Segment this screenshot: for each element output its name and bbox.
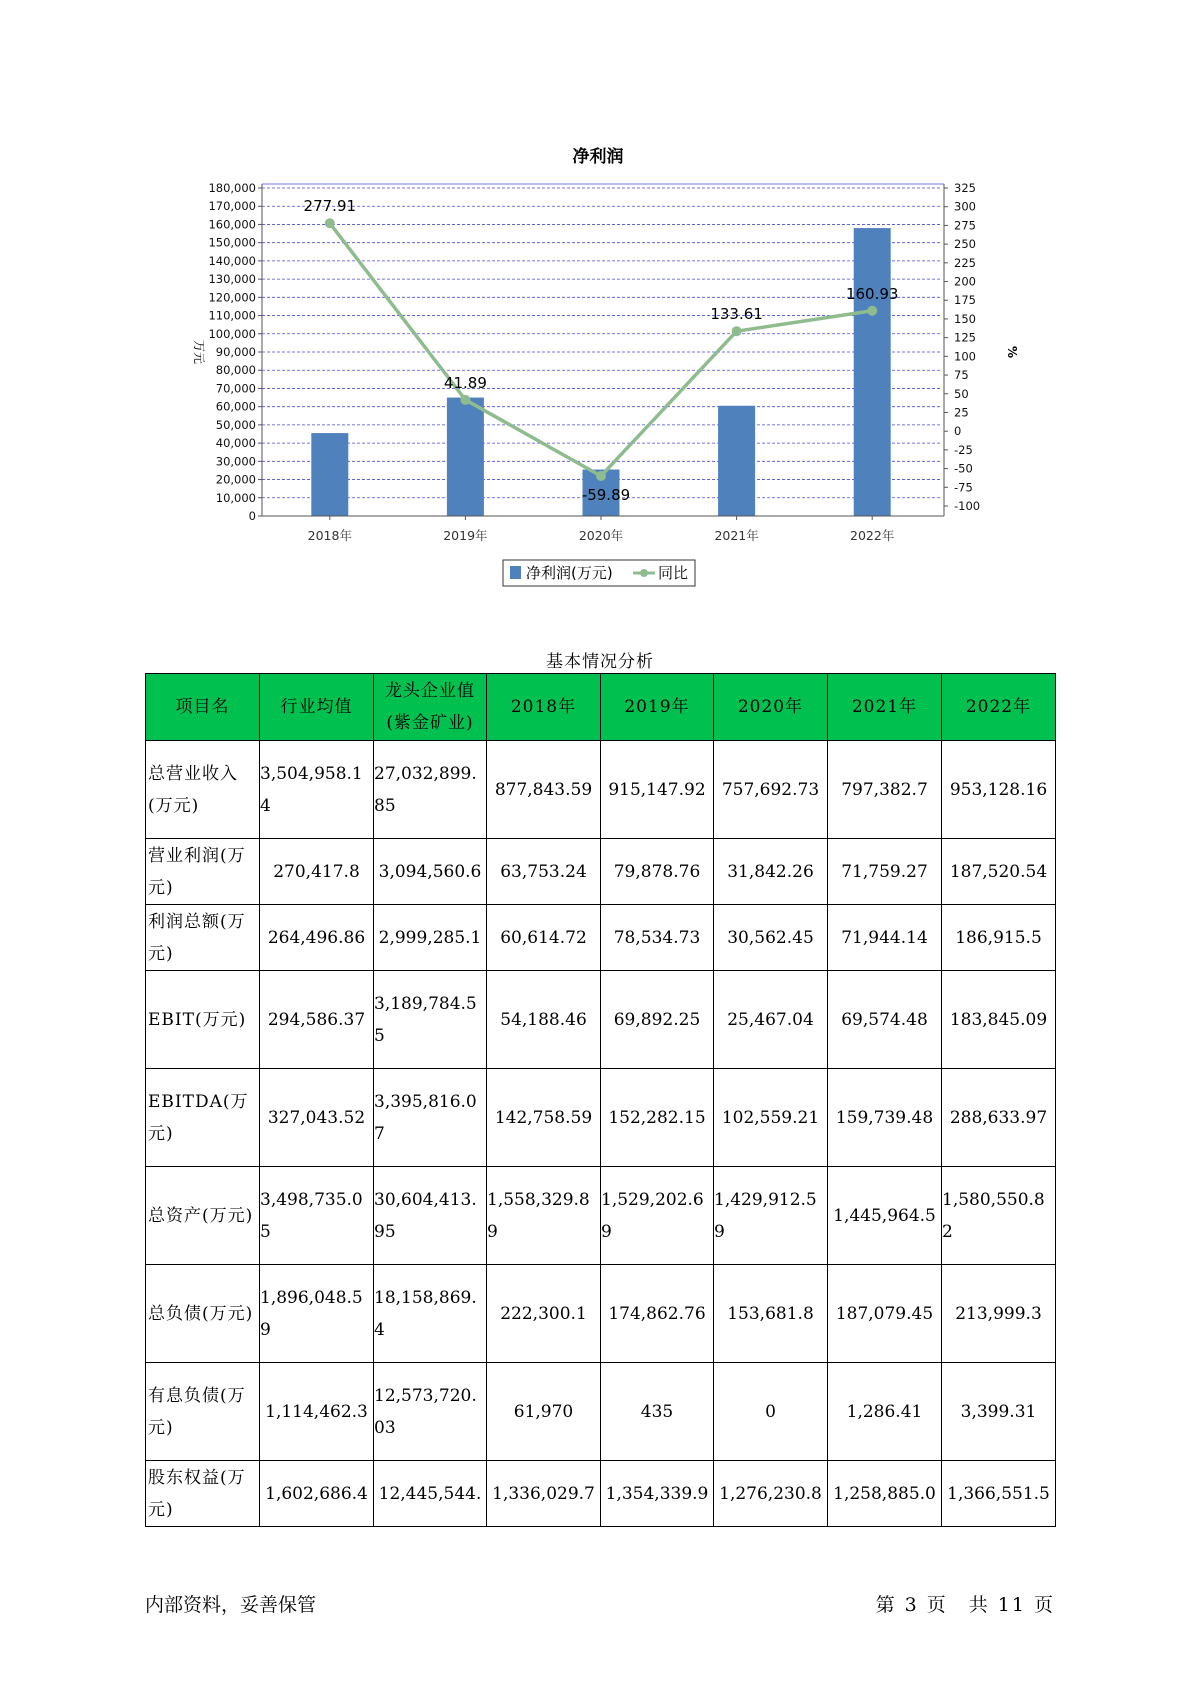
right-tick-label: -75 <box>954 480 973 495</box>
right-tick-label: 300 <box>954 199 976 214</box>
table-cell: 3,094,560.6 <box>374 839 487 905</box>
right-tick-label: 200 <box>954 274 976 289</box>
table-cell: 1,114,462.3 <box>260 1363 374 1461</box>
yoy-data-label: 133.61 <box>710 305 763 324</box>
table-cell: 25,467.04 <box>714 971 828 1069</box>
right-tick-label: 175 <box>954 293 976 308</box>
left-tick-label: 60,000 <box>215 399 256 414</box>
table-cell: 79,878.76 <box>601 839 714 905</box>
table-cell: 30,562.45 <box>714 905 828 971</box>
table-cell: 288,633.97 <box>942 1069 1056 1167</box>
table-cell: 1,445,964.5 <box>828 1167 942 1265</box>
right-tick-label: 50 <box>954 386 969 401</box>
table-cell: 174,862.76 <box>601 1265 714 1363</box>
table-cell: 71,944.14 <box>828 905 942 971</box>
table-cell: 3,498,735.05 <box>260 1167 374 1265</box>
header-cell: 2019年 <box>601 674 714 741</box>
category-label: 2022年 <box>850 528 895 543</box>
table-cell: 327,043.52 <box>260 1069 374 1167</box>
left-tick-label: 120,000 <box>208 290 256 305</box>
table-cell: 3,399.31 <box>942 1363 1056 1461</box>
table-cell: 152,282.15 <box>601 1069 714 1167</box>
table-cell: 3,504,958.14 <box>260 741 374 839</box>
row-label: EBIT(万元) <box>146 971 260 1069</box>
table-row <box>146 1167 1056 1265</box>
legend-line-marker <box>640 569 648 577</box>
left-tick-label: 130,000 <box>208 272 256 287</box>
table-cell: 1,529,202.69 <box>601 1167 714 1265</box>
table-row <box>146 741 1056 839</box>
header-cell: 2020年 <box>714 674 828 741</box>
right-tick-label: 100 <box>954 349 976 364</box>
left-tick-label: 170,000 <box>208 199 256 214</box>
table-cell: 1,354,339.9 <box>601 1461 714 1527</box>
yoy-point <box>325 218 335 228</box>
table-cell: 187,079.45 <box>828 1265 942 1363</box>
table-cell: 30,604,413.95 <box>374 1167 487 1265</box>
header-cell: 项目名 <box>146 674 260 741</box>
right-tick-label: 25 <box>954 405 969 420</box>
yoy-line <box>304 197 899 504</box>
table-header-row <box>146 674 1056 741</box>
table-cell: 264,496.86 <box>260 905 374 971</box>
table-cell: 222,300.1 <box>487 1265 601 1363</box>
header-cell: 行业均值 <box>260 674 374 741</box>
table-cell: 3,189,784.55 <box>374 971 487 1069</box>
left-tick-label: 160,000 <box>208 217 256 232</box>
table-cell: 270,417.8 <box>260 839 374 905</box>
right-tick-label: 75 <box>954 368 969 383</box>
table-cell: 63,753.24 <box>487 839 601 905</box>
left-tick-label: 70,000 <box>215 381 256 396</box>
table-cell: 12,573,720.03 <box>374 1363 487 1461</box>
table-cell: 294,586.37 <box>260 971 374 1069</box>
table-caption: 基本情况分析 <box>546 652 654 672</box>
left-tick-label: 150,000 <box>208 235 256 250</box>
category-label: 2019年 <box>443 528 488 543</box>
table-cell: 71,759.27 <box>828 839 942 905</box>
yoy-data-label: 160.93 <box>845 284 899 303</box>
chart-title: 净利润 <box>572 147 624 167</box>
table-cell: 27,032,899.85 <box>374 741 487 839</box>
legend-bar-label: 净利润(万元) <box>526 564 613 582</box>
left-tick-label: 40,000 <box>215 436 256 451</box>
left-tick-label: 50,000 <box>215 417 256 432</box>
table-cell: 1,558,329.89 <box>487 1167 601 1265</box>
table-cell: 187,520.54 <box>942 839 1056 905</box>
table-cell: 1,258,885.0 <box>828 1461 942 1527</box>
left-tick-label: 10,000 <box>215 490 256 505</box>
table-row <box>146 1363 1056 1461</box>
table-cell: 0 <box>714 1363 828 1461</box>
table-cell: 1,366,551.5 <box>942 1461 1056 1527</box>
bar-2019年 <box>447 398 484 516</box>
table-cell: 757,692.73 <box>714 741 828 839</box>
right-axis-ticks <box>944 181 980 513</box>
left-tick-label: 20,000 <box>215 472 256 487</box>
table-cell: 1,896,048.59 <box>260 1265 374 1363</box>
table-row <box>146 905 1056 971</box>
table-cell: 2,999,285.1 <box>374 905 487 971</box>
table-cell: 186,915.5 <box>942 905 1056 971</box>
table-cell: 1,580,550.82 <box>942 1167 1056 1265</box>
table-cell: 142,758.59 <box>487 1069 601 1167</box>
legend-bar-swatch <box>510 566 521 579</box>
table-cell: 61,970 <box>487 1363 601 1461</box>
yoy-data-label: -59.89 <box>581 485 631 504</box>
table-cell: 54,188.46 <box>487 971 601 1069</box>
right-tick-label: -50 <box>954 461 973 476</box>
yoy-point <box>732 326 742 336</box>
right-tick-label: 250 <box>954 237 976 252</box>
legend-line-label: 同比 <box>658 564 689 582</box>
analysis-table <box>145 673 1056 1527</box>
table-cell: 183,845.09 <box>942 971 1056 1069</box>
right-tick-label: 225 <box>954 255 976 270</box>
table-cell: 915,147.92 <box>601 741 714 839</box>
left-tick-label: 0 <box>248 509 256 523</box>
table-cell: 435 <box>601 1363 714 1461</box>
table-cell: 3,395,816.07 <box>374 1069 487 1167</box>
table-row <box>146 971 1056 1069</box>
row-label: 总资产(万元) <box>146 1167 260 1265</box>
right-tick-label: 125 <box>954 330 976 345</box>
table-cell: 953,128.16 <box>942 741 1056 839</box>
right-tick-label: -25 <box>954 442 973 457</box>
left-tick-label: 110,000 <box>208 308 256 323</box>
y-axis-label-left: 万元 <box>192 339 206 365</box>
yoy-data-label: 41.89 <box>443 373 487 392</box>
table-cell: 213,999.3 <box>942 1265 1056 1363</box>
category-labels <box>308 516 895 543</box>
yoy-point <box>867 306 877 316</box>
left-tick-label: 90,000 <box>215 345 256 359</box>
table-cell: 159,739.48 <box>828 1069 942 1167</box>
header-cell: 2022年 <box>942 674 1056 741</box>
table-cell: 69,574.48 <box>828 971 942 1069</box>
row-label: 总负债(万元) <box>146 1265 260 1363</box>
table-cell: 69,892.25 <box>601 971 714 1069</box>
table-cell: 1,286.41 <box>828 1363 942 1461</box>
chart-gridlines <box>262 188 940 498</box>
left-tick-label: 80,000 <box>215 363 256 378</box>
left-tick-label: 180,000 <box>208 181 256 195</box>
left-tick-label: 30,000 <box>215 454 256 469</box>
footer-page-number: 第 3 页 共 11 页 <box>875 1594 1055 1616</box>
chart-axes <box>262 184 944 516</box>
right-tick-label: 275 <box>954 218 976 233</box>
table-cell: 12,445,544. <box>374 1461 487 1527</box>
right-tick-label: 0 <box>954 424 962 439</box>
table-cell: 1,276,230.8 <box>714 1461 828 1527</box>
row-label: EBITDA(万元) <box>146 1069 260 1167</box>
table-row <box>146 839 1056 905</box>
row-label: 营业利润(万元) <box>146 839 260 905</box>
category-label: 2018年 <box>307 528 352 543</box>
table-cell: 877,843.59 <box>487 741 601 839</box>
yoy-data-label: 277.91 <box>303 197 357 216</box>
table-cell: 797,382.7 <box>828 741 942 839</box>
net-profit-chart <box>0 0 1191 600</box>
table-cell: 31,842.26 <box>714 839 828 905</box>
category-label: 2020年 <box>578 528 624 543</box>
y-axis-label-right: % <box>1005 345 1019 359</box>
row-label: 有息负债(万元) <box>146 1363 260 1461</box>
right-tick-label: 325 <box>954 181 976 195</box>
table-cell: 60,614.72 <box>487 905 601 971</box>
left-tick-label: 100,000 <box>208 326 256 341</box>
bar-2021年 <box>718 406 755 516</box>
table-cell: 1,336,029.7 <box>487 1461 601 1527</box>
bar-2018年 <box>311 433 348 516</box>
yoy-point <box>596 471 606 481</box>
category-label: 2021年 <box>714 528 759 543</box>
table-cell: 153,681.8 <box>714 1265 828 1363</box>
header-cell: 龙头企业值(紫金矿业) <box>374 674 487 741</box>
table-row <box>146 1461 1056 1527</box>
right-tick-label: 150 <box>954 311 976 326</box>
row-label: 股东权益(万元) <box>146 1461 260 1527</box>
header-cell: 2021年 <box>828 674 942 741</box>
left-axis-ticks <box>208 181 262 523</box>
table-cell: 1,602,686.4 <box>260 1461 374 1527</box>
footer-confidential: 内部资料，妥善保管 <box>145 1594 317 1616</box>
chart-legend <box>503 560 695 586</box>
table-cell: 78,534.73 <box>601 905 714 971</box>
header-cell: 2018年 <box>487 674 601 741</box>
table-row <box>146 1265 1056 1363</box>
table-cell: 102,559.21 <box>714 1069 828 1167</box>
left-tick-label: 140,000 <box>208 253 256 268</box>
table-cell: 18,158,869.4 <box>374 1265 487 1363</box>
right-tick-label: -100 <box>954 499 981 513</box>
yoy-line-path <box>330 223 872 476</box>
row-label: 利润总额(万元) <box>146 905 260 971</box>
bar-2022年 <box>854 228 891 516</box>
row-label: 总营业收入(万元) <box>146 741 260 839</box>
table-row <box>146 1069 1056 1167</box>
table-cell: 1,429,912.59 <box>714 1167 828 1265</box>
yoy-point <box>460 395 470 405</box>
table-body <box>146 741 1056 1527</box>
